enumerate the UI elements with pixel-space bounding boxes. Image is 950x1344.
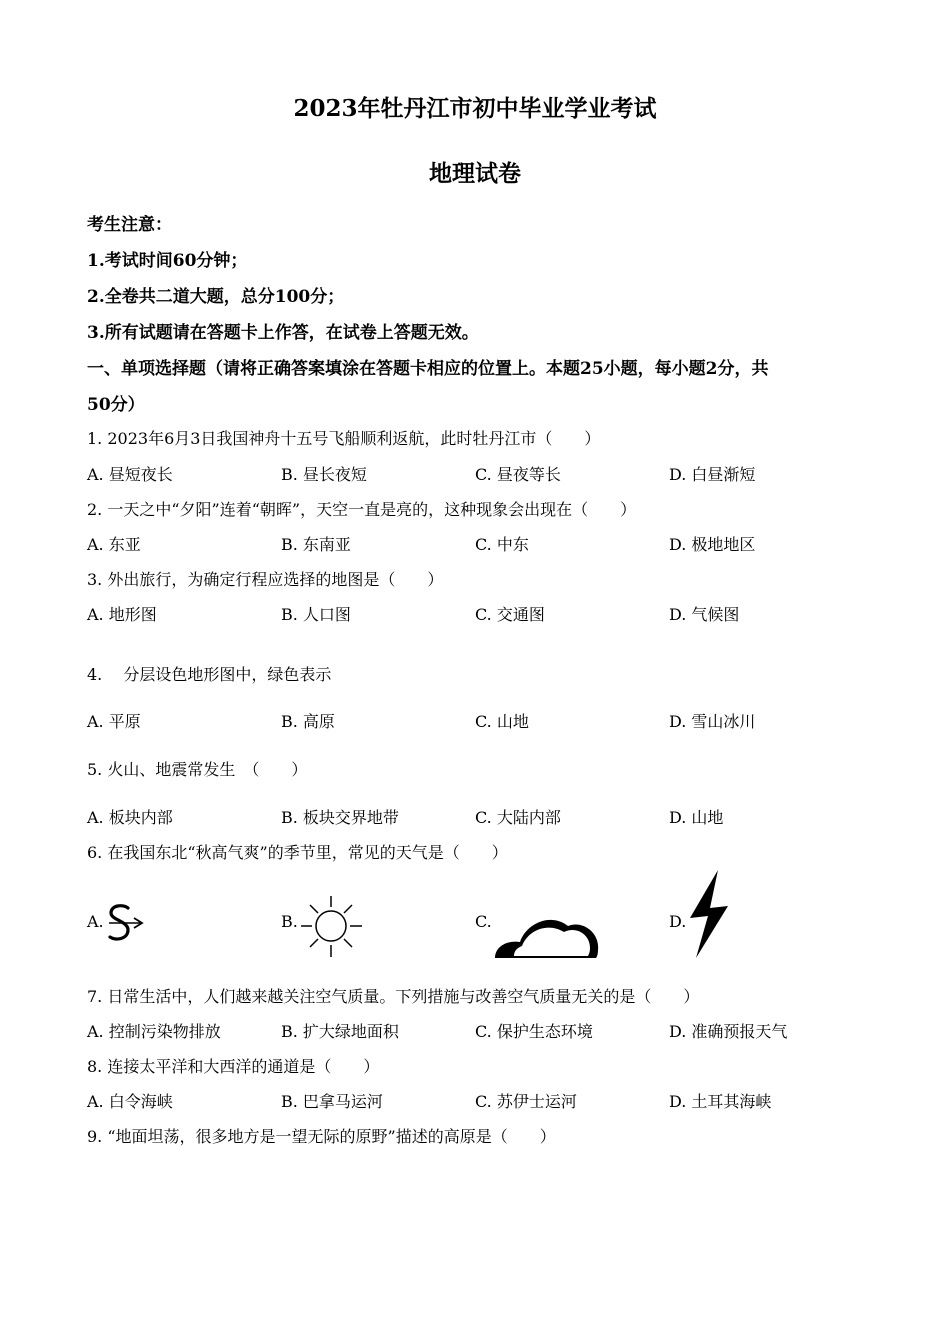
option-d: D. 极地地区 — [669, 535, 756, 554]
option-d: D. 准确预报天气 — [669, 1022, 788, 1041]
option-b: B. 扩大绿地面积 — [281, 1022, 399, 1041]
question-5: 5. 火山、地震常发生 （ ） — [87, 760, 308, 779]
option-a: A. 地形图 — [87, 605, 157, 624]
sunny-icon — [298, 892, 366, 960]
option-d: D. 土耳其海峡 — [669, 1092, 772, 1111]
question-9: 9. “地面坦荡，很多地方是一望无际的原野”描述的高原是（ ） — [87, 1127, 556, 1146]
section-heading: 一、单项选择题（请将正确答案填涂在答题卡相应的位置上。本题25小题，每小题2分，共 — [87, 359, 769, 379]
option-a: A. 昼短夜长 — [87, 465, 173, 484]
notice-heading: 考生注意： — [87, 215, 172, 235]
question-1: 1. 2023年6月3日我国神舟十五号飞船顺利返航，此时牡丹江市（ ） — [87, 429, 601, 448]
option-c: C. 昼夜等长 — [475, 465, 561, 484]
option-d: D. 山地 — [669, 808, 724, 827]
question-3: 3. 外出旅行，为确定行程应选择的地图是（ ） — [87, 570, 444, 589]
option-b: B. 巴拿马运河 — [281, 1092, 383, 1111]
exam-title: 2023年牡丹江市初中毕业学业考试 — [293, 95, 657, 122]
option-b: B. 板块交界地带 — [281, 808, 399, 827]
option-b: B. — [281, 912, 298, 931]
question-4: 4. 分层设色地形图中，绿色表示 — [87, 665, 332, 684]
option-c: C. — [475, 912, 492, 931]
option-b: B. 人口图 — [281, 605, 351, 624]
notice-item: 2.全卷共二道大题，总分100分； — [87, 287, 345, 307]
option-d: D. — [669, 912, 687, 931]
notice-item: 1.考试时间60分钟； — [87, 251, 248, 271]
option-a: A. 东亚 — [87, 535, 141, 554]
option-c: C. 保护生态环境 — [475, 1022, 593, 1041]
option-b: B. 高原 — [281, 712, 335, 731]
option-d: D. 白昼渐短 — [669, 465, 756, 484]
option-c: C. 山地 — [475, 712, 529, 731]
option-a: A. 白令海峡 — [87, 1092, 173, 1111]
option-c: C. 交通图 — [475, 605, 545, 624]
option-c: C. 中东 — [475, 535, 529, 554]
question-7: 7. 日常生活中，人们越来越关注空气质量。下列措施与改善空气质量无关的是（ ） — [87, 987, 700, 1006]
option-d: D. 气候图 — [669, 605, 740, 624]
thunder-icon — [684, 868, 732, 960]
option-d: D. 雪山冰川 — [669, 712, 756, 731]
notice-item: 3.所有试题请在答题卡上作答，在试卷上答题无效。 — [87, 323, 479, 343]
option-a: A. — [87, 912, 104, 931]
option-a: A. 平原 — [87, 712, 141, 731]
option-c: C. 大陆内部 — [475, 808, 561, 827]
option-a: A. 板块内部 — [87, 808, 173, 827]
question-2: 2. 一天之中“夕阳”连着“朝晖”，天空一直是亮的，这种现象会出现在（ ） — [87, 500, 637, 519]
exam-subtitle: 地理试卷 — [429, 160, 521, 187]
question-6: 6. 在我国东北“秋高气爽”的季节里，常见的天气是（ ） — [87, 843, 508, 862]
sandstorm-icon — [104, 902, 146, 946]
option-b: B. 东南亚 — [281, 535, 351, 554]
option-a: A. 控制污染物排放 — [87, 1022, 221, 1041]
question-8: 8. 连接太平洋和大西洋的通道是（ ） — [87, 1057, 380, 1076]
option-c: C. 苏伊士运河 — [475, 1092, 577, 1111]
option-b: B. 昼长夜短 — [281, 465, 367, 484]
cloudy-icon — [492, 910, 604, 960]
section-heading-cont: 50分） — [87, 395, 145, 415]
